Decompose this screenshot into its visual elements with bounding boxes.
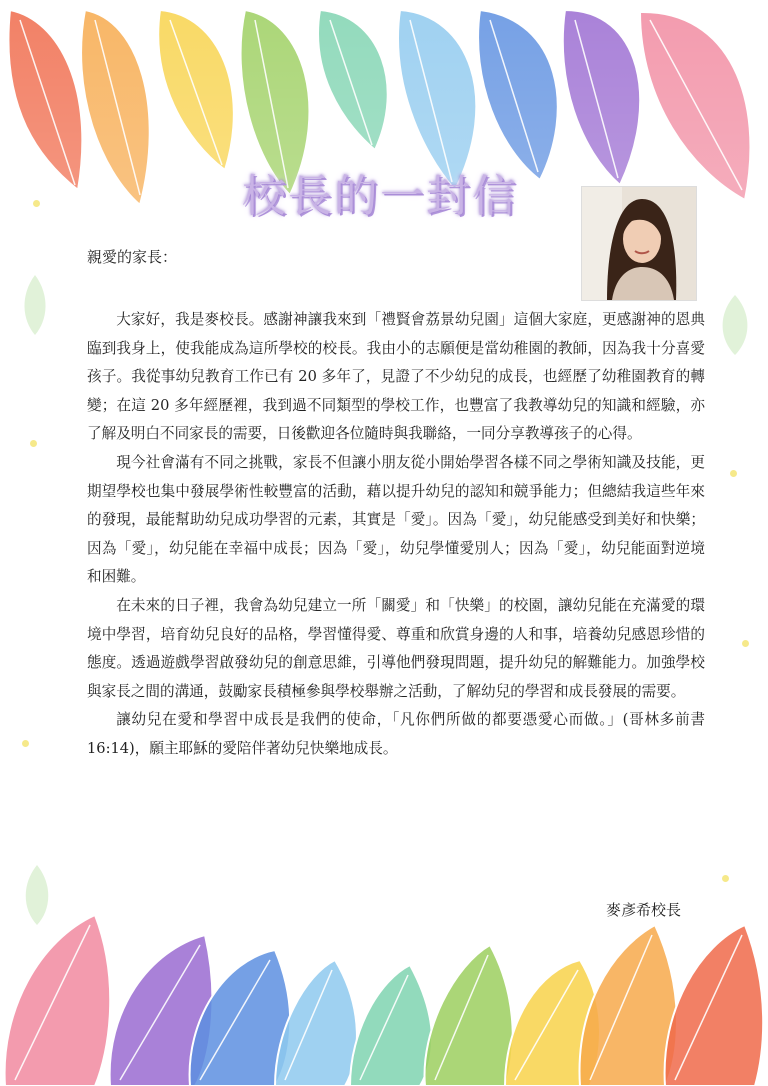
signature: 麥彥希校長 [605, 901, 681, 919]
letter-body [87, 306, 705, 764]
portrait-icon [582, 187, 696, 300]
letter-title: 校長的一封信 [242, 171, 518, 222]
principal-photo [581, 186, 697, 301]
faint-leaf-icon [715, 290, 755, 360]
paragraph: 大家好，我是麥校長。感謝神讓我來到「禮賢會荔景幼兒園」這個大家庭，更感謝神的恩典臨到我身上，使我能成為這所學校的校長。我由小的志願便是當幼稚園的教師，因為我十分喜愛孩子。我從事幼兒教育工作已有 20 多年了，見證了不少幼兒的成長，也經歷了幼稚園教育的轉變；在這 20 多年經歷裡，我到過不同類型的學校工作，也豐富了我教導幼兒的知識和經驗，亦了解及明白不同家長的需要，日後歡迎各位隨時與我聯絡，一同分享教導孩子的心得。 [87, 311, 705, 443]
paragraph: 現今社會滿有不同之挑戰，家長不但讓小朋友從小開始學習各樣不同之學術知識及技能，更期望學校也集中發展學術性較豐富的活動，藉以提升幼兒的認知和競爭能力；但總結我這些年來的發現，最能幫助幼兒成功學習的元素，其實是「愛」。因為「愛」，幼兒能感受到美好和快樂；因為「愛」，幼兒能在幸福中成長；因為「愛」，幼兒學懂愛別人；因為「愛」，幼兒能面對逆境和困難。 [87, 453, 705, 586]
faint-leaf-icon [20, 270, 50, 340]
paragraph: 讓幼兒在愛和學習中成長是我們的使命，「凡你們所做的都要憑愛心而做。」(哥林多前書 16:14)，願主耶穌的愛陪伴著幼兒快樂地成長。 [87, 711, 705, 757]
bottom-leaf-decoration [0, 890, 768, 1086]
salutation: 親愛的家長： [87, 248, 178, 266]
paragraph: 在未來的日子裡，我會為幼兒建立一所「關愛」和「快樂」的校園，讓幼兒能在充滿愛的環境中學習，培育幼兒良好的品格，學習懂得愛、尊重和欣賞身邊的人和事，培養幼兒感恩珍惜的態度。透過遊戲學習啟發幼兒的創意思維，引導他們發現問題，提升幼兒的解難能力。加強學校與家長之間的溝通，鼓勵家長積極參與學校舉辦之活動，了解幼兒的學習和成長發展的需要。 [87, 596, 705, 700]
